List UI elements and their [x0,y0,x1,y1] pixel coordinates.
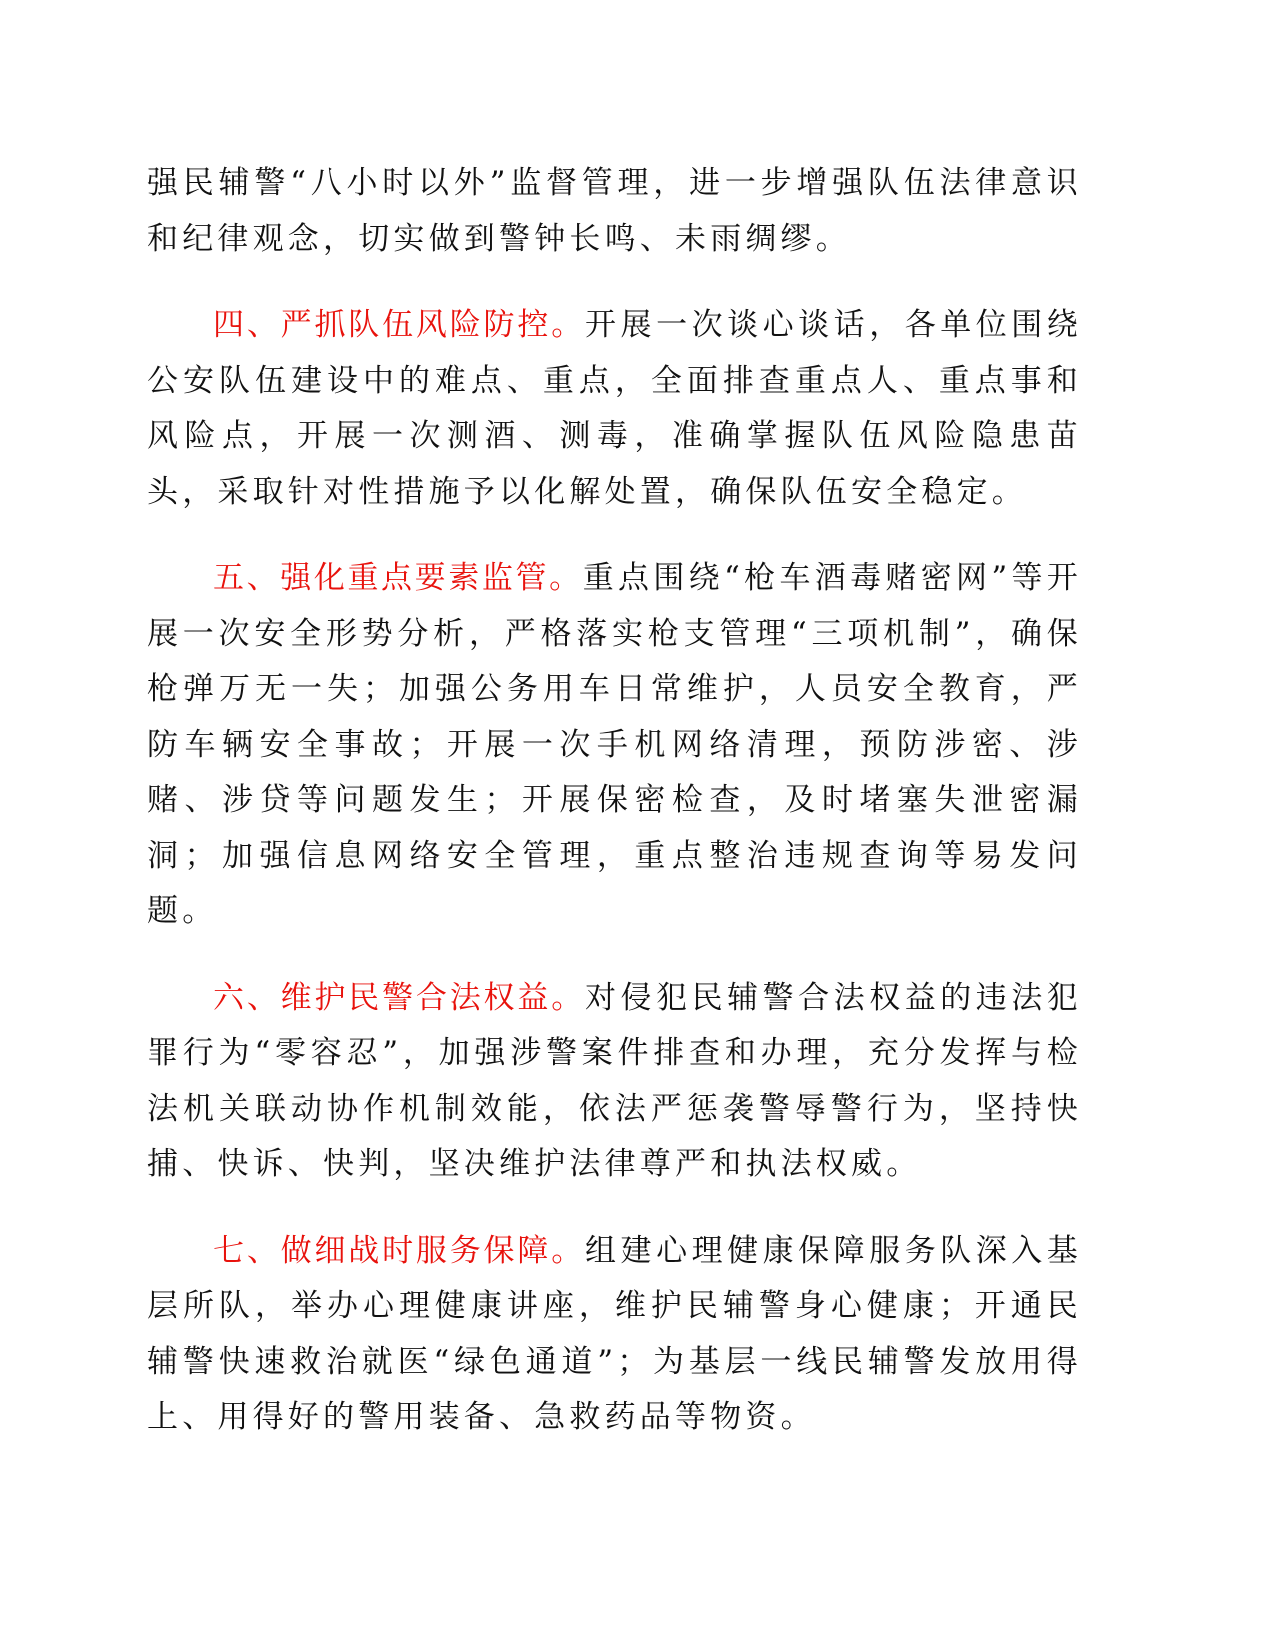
paragraph-item-7 [147,1224,1082,1446]
paragraph-text: 组建心理健康保障服务队深入基层所队，举办心理健康讲座，维护民辅警身心健康；开通民辅警快速救治就医“绿色通道”；为基层一线民辅警发放用得上、用得好的警用装备、急救药品等物资。 [147,1232,1082,1435]
paragraph-text: 强民辅警“八小时以外”监督管理，进一步增强队伍法律意识和纪律观念，切实做到警钟长鸣、未雨绸缪。 [147,165,1082,257]
paragraph-heading: 四、严抓队伍风险防控。 [213,307,586,343]
paragraph-heading: 五、强化重点要素监管。 [213,560,583,596]
paragraph-heading: 七、做细战时服务保障。 [213,1232,586,1269]
paragraph-item-4 [147,298,1082,520]
paragraph-text: 开展一次谈心谈话，各单位围绕公安队伍建设中的难点、重点，全面排查重点人、重点事和风险点，开展一次测酒、测毒，准确掌握队伍风险隐患苗头，采取针对性措施予以化解处置，确保队伍安全稳定。 [147,307,1082,510]
paragraph-item-6 [147,971,1082,1193]
paragraph-text: 重点围绕“枪车酒毒赌密网”等开展一次安全形势分析，严格落实枪支管理“三项机制”，确保枪弹万无一失；加强公务用车日常维护，人员安全教育，严防车辆安全事故；开展一次手机网络清理，预防涉密、涉赌、涉贷等问题发生；开展保密检查，及时堵塞失泄密漏洞；加强信息网络安全管理，重点整治违规查询等易发问题。 [147,560,1082,929]
paragraph-heading: 六、维护民警合法权益。 [213,979,586,1016]
document-page [147,156,1082,1477]
paragraph-continuation [147,156,1082,267]
paragraph-text: 对侵犯民辅警合法权益的违法犯罪行为“零容忍”，加强涉警案件排查和办理，充分发挥与检法机关联动协作机制效能，依法严惩袭警辱警行为，坚持快捕、快诉、快判，坚决维护法律尊严和执法权威。 [147,979,1082,1182]
paragraph-item-5 [147,551,1082,940]
